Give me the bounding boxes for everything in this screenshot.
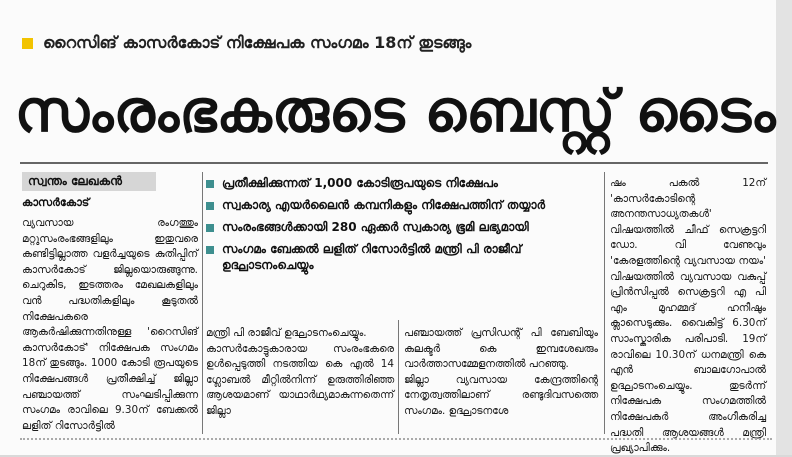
paragraph: വ്യവസായ രംഗത്തും മറ്റുസംരംഭങ്ങളിലും ഇതുവരെ കണ്ടിട്ടില്ലാത്ത വളർച്ചയുടെ കുതിപ്പിന് കാസർകോട് ജില്ലയൊരുങ്ങുന്നു. ചെറുകിട, ഇടത്തരം മേഖലകളിലും വൻ പദ്ധതികളിലും കൂടുതൽ നിക്ഷേപകരെ ആകർഷിക്കുന്നതിനുള്ള 'റൈസിങ് കാസർകോട്' നിക്ഷേപക സംഗമം 18ന് തുടങ്ങും. 1000 കോടി രൂപയുടെ നിക്ഷേപങ്ങൾ പ്രതീക്ഷിച്ച് ജില്ലാ പഞ്ചായത്ത് സംഘടിപ്പിക്കുന്ന സംഗമം രാവിലെ 9.30ന് ബേക്കൽ ലളിത് റിസോർട്ടിൽ bbox=[22, 217, 198, 432]
square-bullet-icon bbox=[206, 180, 214, 188]
square-bullet-icon bbox=[206, 246, 214, 254]
highlights-box bbox=[204, 175, 600, 295]
column-divider bbox=[398, 320, 399, 434]
paragraph: മന്ത്രി പി രാജീവ് ഉദ്ഘാടനംചെയ്യും. bbox=[206, 327, 367, 339]
article-column-2 bbox=[206, 326, 394, 436]
headline: സംരംഭകരുടെ ബെസ്റ്റ് ടൈം bbox=[14, 76, 776, 145]
dateline: കാസർകോട് bbox=[22, 196, 90, 209]
paragraph: കാസർകോട്ടുകാരായ സംരംഭകരെ ഉൾപ്പെടുത്തി നടത്തിയ കെ എൽ 14 ഗ്ലോബൽ മീറ്റിൽനിന്ന് ഉരുത്തിരിഞ്ഞ ആശയമാണ് യാഥാർഥ്യമാകുന്നതെന്ന് ജില്ലാ bbox=[206, 342, 394, 417]
page-edge bbox=[776, 0, 792, 455]
bottom-rule bbox=[20, 438, 772, 440]
headline-divider bbox=[20, 162, 768, 164]
highlight-item: പ്രതീക്ഷിക്കുന്നത് 1,000 കോടിരൂപയുടെ നിക്ഷേപം bbox=[204, 175, 600, 191]
column-divider bbox=[202, 172, 203, 434]
kicker-text: റൈസിങ് കാസർകോട് നിക്ഷേപക സംഗമം 18ന് തുടങ്ങും bbox=[43, 33, 472, 52]
byline: സ്വന്തം ലേഖകൻ bbox=[22, 172, 156, 191]
paragraph: ജില്ലാ വ്യവസായ കേന്ദ്രത്തിന്റെ നേതൃത്വത്തിലാണ് രണ്ടുദിവസത്തെ സംഗമം. ഉദ്ഘാടനശേ bbox=[404, 373, 598, 417]
square-bullet-icon bbox=[206, 202, 214, 210]
square-bullet-icon bbox=[206, 224, 214, 232]
highlight-item: സംരംഭങ്ങൾക്കായി 280 ഏക്കർ സ്വകാര്യ ഭൂമി ലഭ്യമായി bbox=[204, 219, 600, 235]
kicker bbox=[22, 30, 762, 56]
article-column-1 bbox=[22, 216, 198, 436]
highlight-item: സ്വകാര്യ എയർലൈൻ കമ്പനികളും നിക്ഷേപത്തിന് തയ്യാർ bbox=[204, 197, 600, 213]
paragraph: ഷം പകൽ 12ന് 'കാസർകോടിന്റെ അനന്തസാധ്യതകൾ' വിഷയത്തിൽ ചീഫ് സെക്രട്ടറി ഡോ. വി വേണുവും 'കേരളത്തിന്റെ വ്യവസായ നയം' വിഷയത്തിൽ വ്യവസായ വകുപ്പ് പ്രിൻസിപ്പൽ സെക്രട്ടറി എ പി എം മുഹമ്മദ് ഹനീഷും ക്ലാസെടുക്കും. വൈകിട്ട് 6.30ന് സാംസ്കാരിക പരിപാടി. 19ന് രാവിലെ 10.30ന് ധനമന്ത്രി കെ എൻ ബാലഗോപാൽ ഉദ്ഘാടനംചെയ്യും. തുടർന്ന് നിക്ഷേപക സംഗമത്തിൽ നിക്ഷേപകർ അംഗീകരിച്ച പദ്ധതി ആശയങ്ങൾ മന്ത്രി പ്രഖ്യാപിക്കും. bbox=[610, 177, 766, 455]
kicker-bullet-icon bbox=[22, 38, 33, 49]
article-column-3 bbox=[404, 326, 598, 436]
article-column-4 bbox=[610, 176, 766, 455]
column-divider bbox=[604, 172, 605, 434]
paragraph: പഞ്ചായത്ത് പ്രസിഡന്റ് പി ബേബിയും കലക്ടർ കെ ഇമ്പശേഖരും വാർത്താസമ്മേളനത്തിൽ പറഞ്ഞു. bbox=[404, 327, 598, 371]
highlight-item: സംഗമം ബേക്കൽ ലളിത് റിസോർട്ടിൽ മന്ത്രി പി രാജീവ് ഉദ്ഘാടനംചെയ്യും bbox=[204, 241, 600, 273]
